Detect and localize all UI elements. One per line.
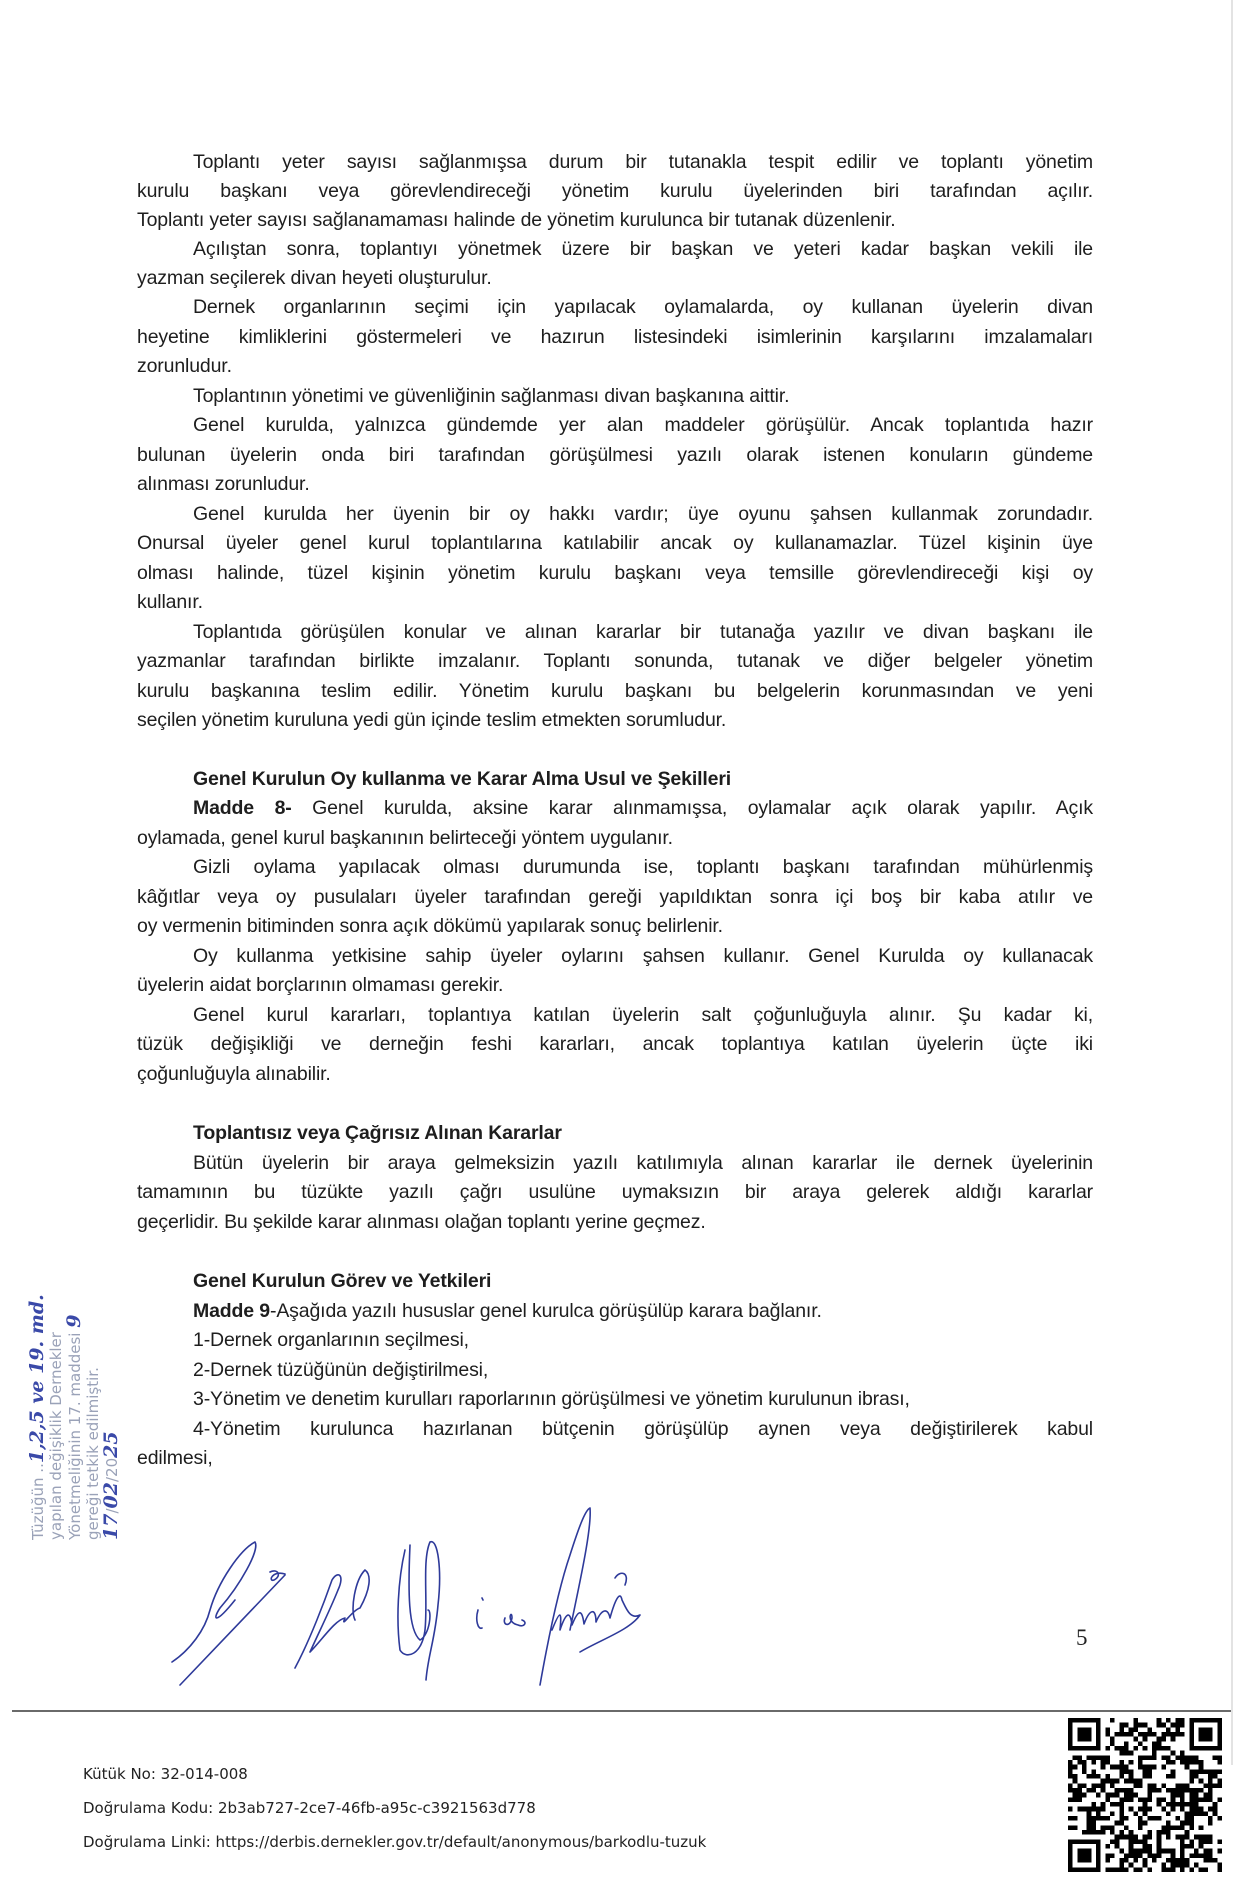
signature-2 <box>295 1570 369 1668</box>
text-line: geçerlidir. Bu şekilde karar alınması olağan toplantı yerine geçmez. <box>137 1211 706 1233</box>
text-line: yazman seçilerek divan heyeti oluşturulur. <box>137 267 492 289</box>
text-line: bulunan üyelerin onda biri tarafından görüşülmesi yazılı olarak istenen konuların gündeme <box>137 444 1093 466</box>
text-line: üyelerin aidat borçlarının olmaması gerekir. <box>137 974 504 996</box>
scan-edge <box>1231 0 1233 1765</box>
article-number: Madde 9 <box>193 1300 270 1322</box>
text-line: kurulu başkanına teslim edilir. Yönetim kurulu başkanı bu belgelerin korunmasından ve yeni <box>137 680 1093 702</box>
text-line: Toplantı yeter sayısı sağlanmışsa durum bir tutanakla tespit edilir ve toplantı yönetim <box>193 151 1093 173</box>
text-line: çoğunluğuyla alınabilir. <box>137 1063 331 1085</box>
section-heading: Genel Kurulun Görev ve Yetkileri <box>193 1270 492 1292</box>
text-line: Bütün üyelerin bir araya gelmeksizin yazılı katılımıyla alınan kararlar ile dernek üyelerinin <box>193 1152 1093 1174</box>
text-line: edilmesi, <box>137 1447 213 1469</box>
text-line: alınması zorunludur. <box>137 473 310 495</box>
text-line: zorunludur. <box>137 355 232 377</box>
text-line: 2-Dernek tüzüğünün değiştirilmesi, <box>193 1359 489 1381</box>
signature-4 <box>477 1598 525 1628</box>
text-line: 1-Dernek organlarının seçilmesi, <box>193 1329 469 1351</box>
text-line: seçilen yönetim kuruluna yedi gün içinde teslim etmekten sorumludur. <box>137 709 727 731</box>
text-line: oylamada, genel kurul başkanının belirteceği yöntem uygulanır. <box>137 827 673 849</box>
signature-1 <box>172 1542 285 1685</box>
stamp-line-4: gereği tetkik edilmiştir. <box>84 1367 102 1540</box>
text-line: heyetine kimliklerini göstermeleri ve hazırun listesindeki isimlerinin karşılarını imzalamaları <box>137 326 1093 348</box>
text-line: 3-Yönetim ve denetim kurulları raporlarının görüşülmesi ve yönetim kurulunun ibrası, <box>193 1388 910 1410</box>
kutuk-no: Kütük No: 32-014-008 <box>83 1765 248 1783</box>
article-text: Genel kurulda, aksine karar alınmamışsa, oylamalar açık olarak yapılır. Açık <box>291 797 1093 819</box>
text-line: Genel kurul kararları, toplantıya katılan üyelerin salt çoğunluğuyla alınır. Şu kadar ki, <box>193 1004 1093 1026</box>
section-heading: Toplantısız veya Çağrısız Alınan Kararlar <box>193 1122 562 1144</box>
signature-3 <box>398 1542 440 1680</box>
text-line <box>193 793 1093 823</box>
article-text: -Aşağıda yazılı hususlar genel kurulca görüşülüp karara bağlanır. <box>269 1300 822 1322</box>
signature-5 <box>540 1508 640 1685</box>
text-line: yazmanlar tarafından birlikte imzalanır. Toplantı sonunda, tutanak ve diğer belgeler yönetim <box>137 650 1093 672</box>
text-line: tüzük değişikliği ve derneğin feshi kararları, ancak toplantıya katılan üyelerin üçte iki <box>137 1033 1093 1055</box>
text-line: Toplantıda görüşülen konular ve alınan kararlar bir tutanağa yazılır ve divan başkanı ile <box>193 621 1093 643</box>
verification-stamp <box>28 1180 121 1540</box>
text-line: oy vermenin bitiminden sonra açık dökümü yapılarak sonuç belirlenir. <box>137 915 723 937</box>
text-line: Oy kullanma yetkisine sahip üyeler oylarını şahsen kullanır. Genel Kurulda oy kullanacak <box>193 945 1093 967</box>
text-line: Dernek organlarının seçimi için yapılacak oylamalarda, oy kullanan üyelerin divan <box>193 296 1093 318</box>
article-number: Madde 8- <box>193 797 292 819</box>
section-heading: Genel Kurulun Oy kullanma ve Karar Alma Usul ve Şekilleri <box>193 768 732 790</box>
text-line: 4-Yönetim kurulunca hazırlanan bütçenin görüşülüp aynen veya değiştirilerek kabul <box>193 1418 1093 1440</box>
text-line: Onursal üyeler genel kurul toplantılarına katılabilir ancak oy kullanamazlar. Tüzel kişinin üye <box>137 532 1093 554</box>
text-line: Toplantı yeter sayısı sağlanamaması halinde de yönetim kurulunca bir tutanak düzenlenir. <box>137 209 896 231</box>
text-line: Toplantının yönetimi ve güvenliğinin sağlanması divan başkanına aittir. <box>193 385 790 407</box>
text-line: Açılıştan sonra, toplantıyı yönetmek üzere bir başkan ve yeteri kadar başkan vekili ile <box>193 238 1093 260</box>
text-line: kullanır. <box>137 591 203 613</box>
stamp-line-1: Tüzüğün ..1,2,5 ve 19. md. <box>26 1294 48 1540</box>
text-line: kurulu başkanı veya görevlendireceği yönetim kurulu üyelerinden biri tarafından açılır. <box>137 180 1093 202</box>
stamp-line-3: Yönetmeliğinin 17. maddesi 9 <box>63 1314 85 1540</box>
stamp-line-5: 17/02/2025 <box>100 1431 122 1540</box>
text-line: Genel kurulda her üyenin bir oy hakkı vardır; üye oyunu şahsen kullanmak zorundadır. <box>193 503 1093 525</box>
footer-divider <box>12 1710 1231 1712</box>
text-line: olması halinde, tüzel kişinin yönetim kurulu başkanı veya temsille görevlendireceği kişi oy <box>137 562 1093 584</box>
signatures <box>160 1490 1120 1690</box>
text-line: tamamının bu tüzükte yazılı çağrı usulüne uymaksızın bir araya gelerek aldığı kararlar <box>137 1181 1093 1203</box>
text-line: kâğıtlar veya oy pusulaları üyeler tarafından gereği yapıldıktan sonra içi boş bir kaba atılır ve <box>137 886 1093 908</box>
text-line: Gizli oylama yapılacak olması durumunda ise, toplantı başkanı tarafından mühürlenmiş <box>193 856 1093 878</box>
page-number: 5 <box>1076 1625 1088 1650</box>
text-line: Genel kurulda, yalnızca gündemde yer alan maddeler görüşülür. Ancak toplantıda hazır <box>193 414 1093 436</box>
verification-code: Doğrulama Kodu: 2b3ab727-2ce7-46fb-a95c-c3921563d778 <box>83 1799 536 1817</box>
verification-link[interactable]: Doğrulama Linki: https://derbis.dernekler.gov.tr/default/anonymous/barkodlu-tuzuk <box>83 1833 707 1851</box>
stamp-line-2: yapılan değişiklik Dernekler <box>47 1332 65 1540</box>
qr-code <box>1068 1718 1222 1872</box>
text-line <box>193 1296 1093 1326</box>
